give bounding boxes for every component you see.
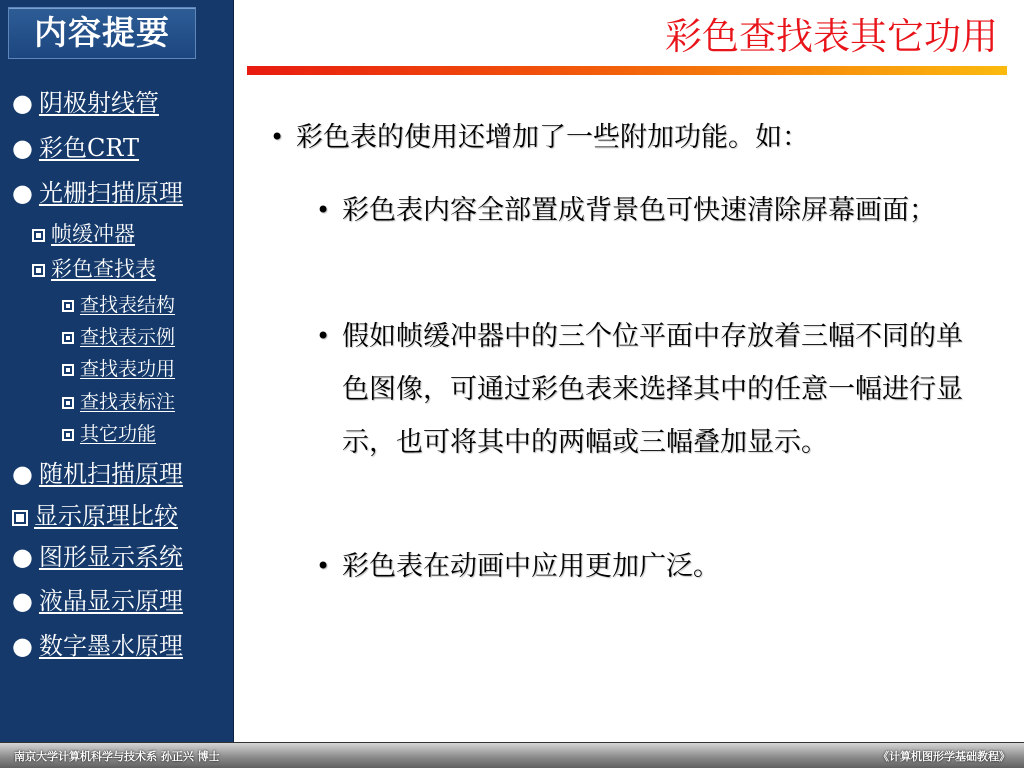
nav-item-label: 图形显示系统 [38,543,183,571]
nav-item-other-functions[interactable] [62,419,156,446]
nav-item-label: 阴极射线管 [38,89,159,117]
nav-item-label: 彩色查找表 [51,257,156,281]
nav-item-digital-ink[interactable] [12,626,183,661]
nav-item-graphics-display-system[interactable] [12,537,183,572]
footer-book-title: 《计算机图形学基础教程》 [878,750,1010,763]
bullet-text: 彩色表内容全部置成背景色可快速清除屏幕画面； [342,195,936,226]
nav-item-label: 查找表标注 [80,391,176,413]
square-bullet-icon [12,510,28,526]
nav-item-cathode-ray-tube[interactable] [12,83,159,118]
nav-item-lut-notation[interactable] [62,387,175,414]
bullet-dot-icon: ● [12,587,33,615]
nav-item-label: 显示原理比较 [34,502,178,530]
square-bullet-icon [32,229,45,242]
bullet-dot-icon: • [316,322,331,350]
bullet-dot-icon: • [270,123,285,151]
nav-item-frame-buffer[interactable] [32,218,135,248]
nav-item-lcd-principle[interactable] [12,581,183,616]
nav-item-label: 查找表示例 [80,326,176,348]
nav-item-raster-scan[interactable] [12,173,183,208]
bullet-item [316,310,982,469]
square-bullet-icon [62,364,74,376]
bullet-dot-icon: ● [12,89,33,117]
square-bullet-icon [62,429,74,441]
nav-item-label: 随机扫描原理 [38,460,183,488]
nav-item-lut-structure[interactable] [62,290,175,317]
nav-item-label: 液晶显示原理 [38,587,183,615]
nav-item-label: 彩色CRT [38,134,139,162]
bullet-item [316,184,982,237]
nav-item-lut-example[interactable] [62,322,175,349]
bullet-text: 彩色表在动画中应用更加广泛。 [342,551,720,582]
bullet-dot-icon: ● [12,460,33,488]
square-bullet-icon [62,300,74,312]
sidebar-title: 内容提要 [8,7,196,59]
nav-item-random-scan[interactable] [12,454,183,489]
square-bullet-icon [32,264,45,277]
nav-item-label: 其它功能 [80,423,157,445]
bullet-text: 彩色表的使用还增加了一些附加功能。如： [296,122,809,153]
slide-title: 彩色查找表其它功用 [665,15,998,58]
bullet-dot-icon: ● [12,632,33,660]
nav-item-label: 数字墨水原理 [38,632,183,660]
nav-item-display-comparison[interactable] [12,496,178,531]
bullet-item [270,111,996,164]
nav-item-label: 光栅扫描原理 [38,179,183,207]
bullet-dot-icon: ● [12,543,33,571]
nav-item-label: 查找表结构 [80,294,176,316]
bullet-dot-icon: • [316,552,331,580]
bullet-dot-icon: ● [12,134,33,162]
square-bullet-icon [62,397,74,409]
footer-author: 南京大学计算机科学与技术系 孙正兴 博士 [14,750,220,763]
nav-item-label: 帧缓冲器 [51,222,135,246]
nav-item-color-crt[interactable] [12,128,139,163]
nav-item-color-lookup-table[interactable] [32,253,156,283]
nav-item-lut-function[interactable] [62,354,175,381]
bullet-dot-icon: • [316,196,331,224]
square-bullet-icon [62,332,74,344]
title-divider [247,66,1007,75]
bullet-dot-icon: ● [12,179,33,207]
sidebar [0,0,234,742]
bullet-item [316,540,982,593]
footer-bar [0,742,1024,768]
bullet-text: 假如帧缓冲器中的三个位平面中存放着三幅不同的单色图像，可通过彩色表来选择其中的任意一幅进行显示，也可将其中的两幅或三幅叠加显示。 [342,321,963,458]
nav-item-label: 查找表功用 [80,358,176,380]
